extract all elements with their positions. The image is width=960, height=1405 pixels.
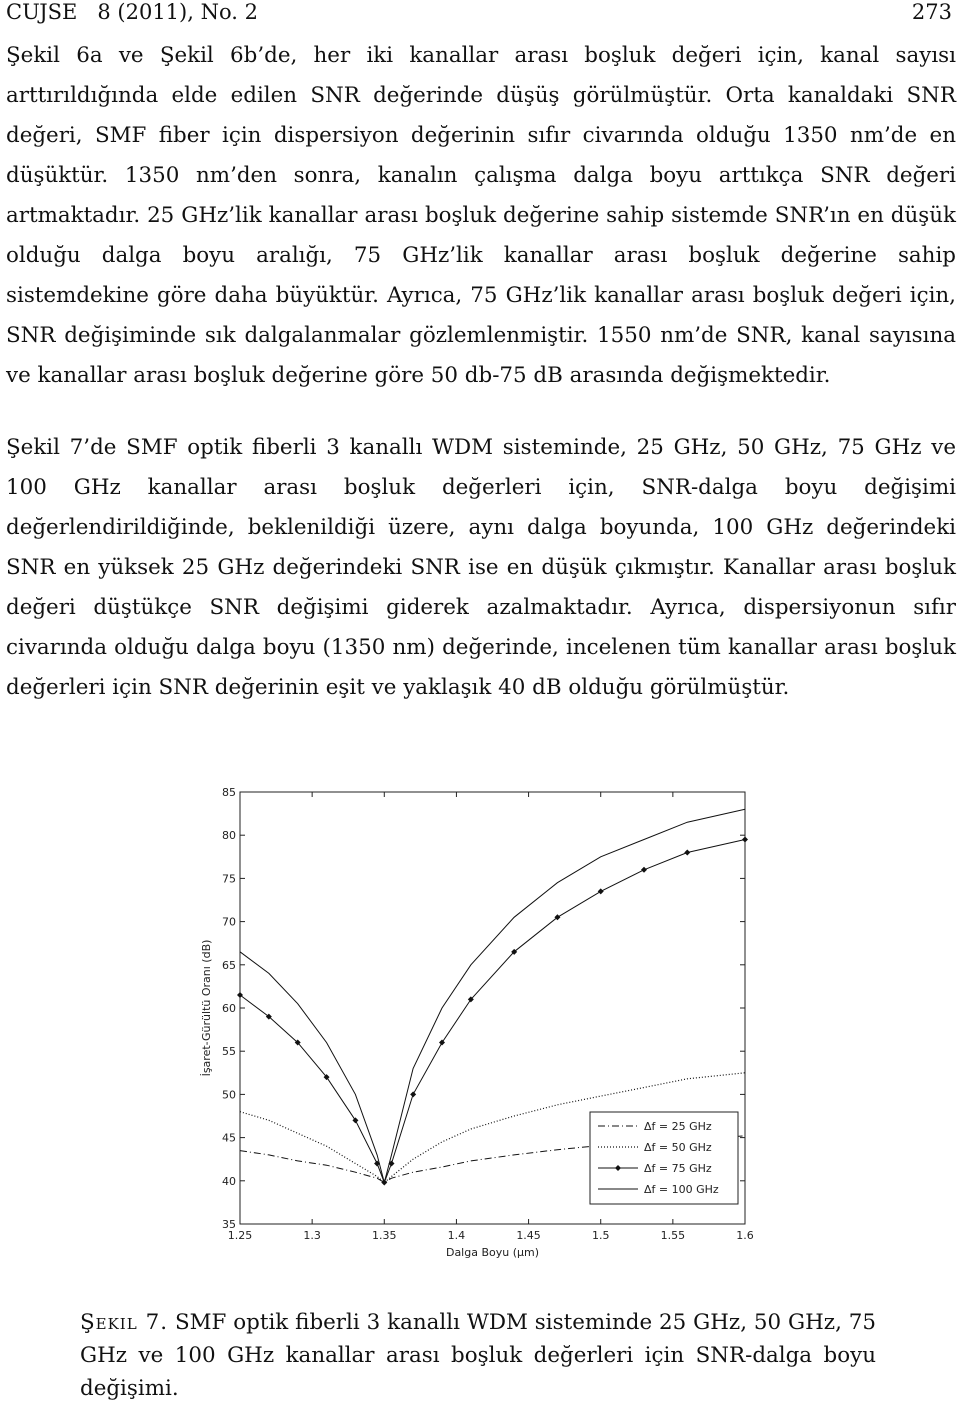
x-axis-label: Dalga Boyu (μm) (445, 1246, 540, 1259)
snr-wavelength-chart (195, 782, 765, 1262)
y-axis-label: İşaret-Gürültü Oranı (dB) (200, 939, 213, 1077)
legend-label-0: Δf = 25 GHz (644, 1120, 712, 1133)
y-tick-label-0: 35 (222, 1218, 236, 1231)
x-tick-label-6: 1.55 (660, 1229, 686, 1242)
series-marker-2-15 (684, 849, 690, 855)
series-marker-2-14 (641, 867, 647, 873)
legend-label-3: Δf = 100 GHz (644, 1183, 719, 1196)
y-tick-label-9: 80 (222, 829, 236, 843)
x-tick-label-5: 1.5 (591, 1229, 610, 1242)
figure-caption (80, 1306, 876, 1405)
x-tick-label-1: 1.3 (303, 1229, 321, 1242)
paragraph-1: Şekil 6a ve Şekil 6b’de, her iki kanallar arası boşluk değeri için, kanal sayısı arttırıldığında elde edilen SNR değerinde düşüş görülmüştür. Orta kanaldaki SNR değeri, SMF fiber için dispersiyon değerinin sıfır civarında olduğu 1350 nm’de en düşüktür. 1350 nm’den sonra, kanalın çalışma dalga boyu arttıkça SNR değeri artmaktadır. 25 GHz’lik kanallar arası boşluk değerine sahip sistemde SNR’ın en düşük olduğu dalga boyu aralığı, 75 GHz’lik kanallar arası boşluk değerine sahip sistemdekine göre daha büyüktür. Ayrıca, 75 GHz’lik kanallar arası boşluk değeri için, SNR değişiminde sık dalgalanmalar gözlemlenmiştir. 1550 nm’de SNR, kanal sayısına ve kanallar arası boşluk değerine göre 50 db-75 dB arasında değişmektedir. (6, 43, 956, 388)
series-marker-2-13 (598, 888, 604, 894)
series-marker-2-4 (352, 1117, 358, 1123)
y-tick-label-7: 70 (222, 915, 236, 929)
page-number: 273 (911, 0, 952, 24)
y-tick-label-10: 85 (222, 786, 236, 799)
paragraph-2: Şekil 7’de SMF optik fiberli 3 kanallı WDM sisteminde, 25 GHz, 50 GHz, 75 GHz ve 100 GHz kanallar arası boşluk değerleri için, SNR-dalga boyu değişimi değerlendirildiğinde, beklenildiği üzere, aynı dalga boyunda, 100 GHz değerindeki SNR en yüksek 25 GHz değerindeki SNR ise en düşük çıkmıştır. Kanallar arası boşluk değeri düştükçe SNR değişimi giderek azalmaktadır. Ayrıca, dispersiyonun sıfır civarında olduğu dalga boyu (1350 nm) değerinde, incelenen tüm kanallar arası boşluk değerleri için SNR değerinin eşit ve yaklaşık 40 dB olduğu görülmüştür. (6, 435, 956, 700)
legend-label-1: Δf = 50 GHz (644, 1141, 712, 1154)
page-header (6, 0, 952, 26)
caption-label: Şekil 7. (80, 1310, 169, 1335)
chart-legend (590, 1112, 738, 1204)
legend-label-2: Δf = 75 GHz (644, 1162, 712, 1175)
x-tick-label-3: 1.4 (447, 1229, 466, 1242)
chart-svg (195, 782, 765, 1262)
x-tick-label-7: 1.6 (736, 1229, 754, 1242)
x-tick-label-2: 1.35 (372, 1229, 397, 1242)
x-tick-label-0: 1.25 (227, 1229, 253, 1242)
y-tick-label-5: 60 (222, 1002, 236, 1015)
series-marker-2-16 (742, 837, 748, 843)
x-tick-label-4: 1.45 (516, 1229, 541, 1242)
y-tick-label-6: 65 (222, 958, 236, 972)
caption-text: SMF optik fiberli 3 kanallı WDM sisteminde 25 GHz, 50 GHz, 75 GHz ve 100 GHz kanallar arası boşluk değerleri için SNR-dalga boyu değişimi. (80, 1310, 877, 1401)
series-marker-2-8 (410, 1091, 416, 1097)
y-tick-label-3: 50 (222, 1088, 236, 1102)
series-marker-2-9 (439, 1040, 445, 1046)
journal-info: CUJSE 8 (2011), No. 2 (6, 0, 258, 24)
y-tick-label-8: 75 (222, 872, 236, 886)
y-tick-label-2: 45 (222, 1131, 236, 1145)
y-tick-label-1: 40 (222, 1174, 236, 1188)
y-tick-label-4: 55 (222, 1045, 236, 1059)
